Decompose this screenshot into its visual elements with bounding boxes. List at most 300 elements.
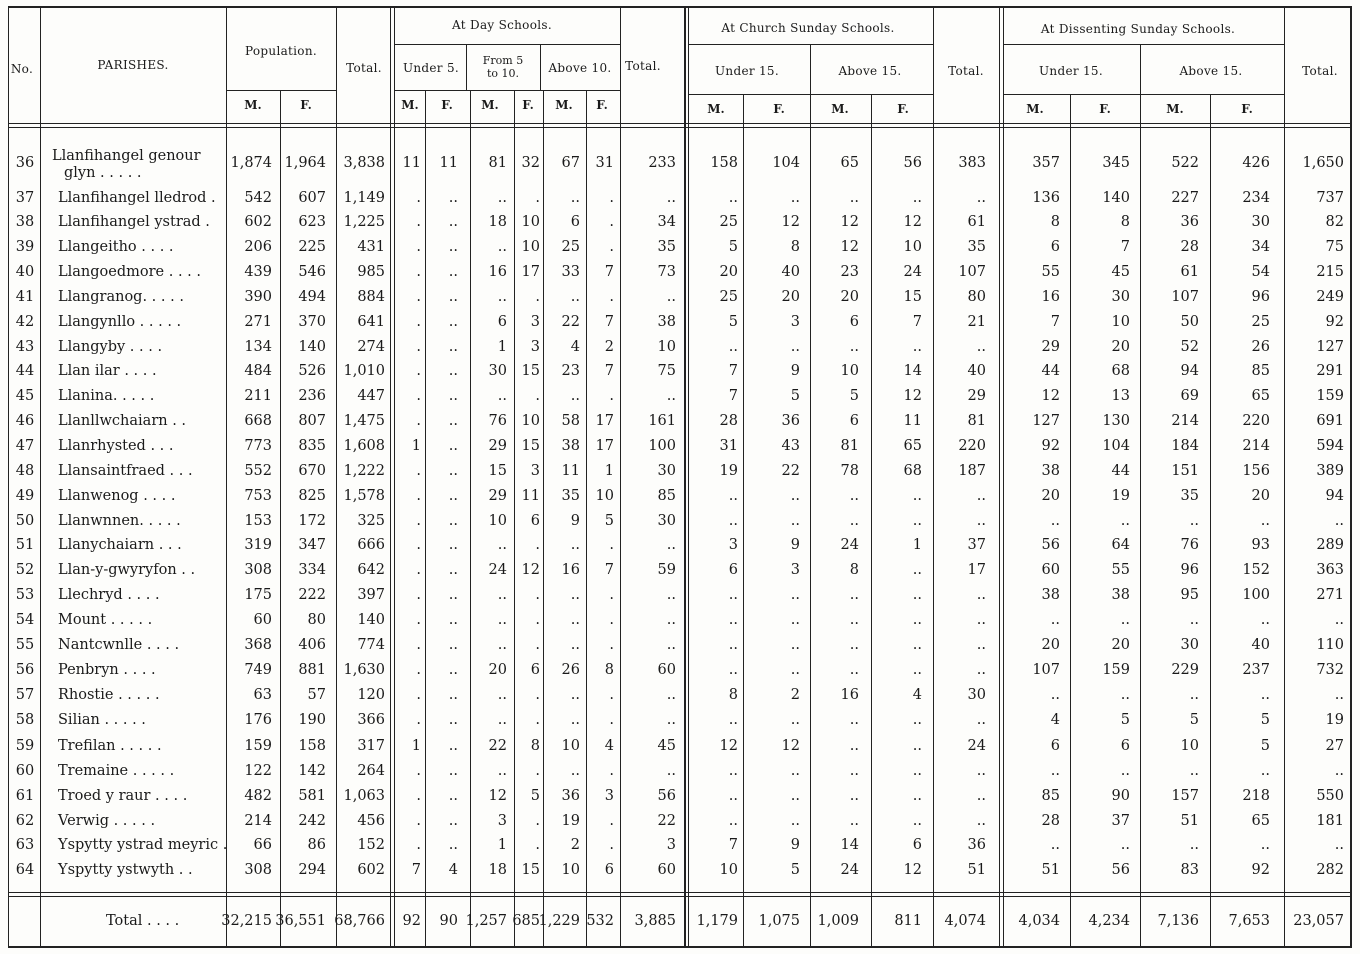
header-above-10: Above 10. (548, 61, 612, 75)
table-cell: . (416, 837, 421, 853)
table-cell: 190 (298, 712, 326, 728)
column-rule (684, 6, 686, 946)
table-cell: .. (448, 488, 458, 504)
column-rule (1284, 6, 1285, 946)
table-cell: .. (976, 190, 986, 206)
table-cell: .. (849, 662, 859, 678)
table-cell: 7 (604, 562, 614, 578)
table-cell: 159 (1316, 388, 1344, 404)
table-cell: .. (849, 488, 859, 504)
subheader-f: F. (441, 98, 453, 112)
table-cell: 19 (1325, 712, 1344, 728)
table-cell: .. (790, 488, 800, 504)
table-cell: 3 (790, 562, 800, 578)
row-number: 46 (15, 413, 35, 429)
table-cell: 172 (298, 513, 326, 529)
table-cell: 90 (1111, 788, 1130, 804)
row-number: 39 (15, 239, 35, 255)
table-cell: 12 (840, 214, 859, 230)
table-cell: 94 (1180, 363, 1199, 379)
table-cell: .. (497, 763, 507, 779)
total-cell: 532 (586, 913, 614, 929)
table-cell: .. (448, 788, 458, 804)
header-day-total: Total. (625, 59, 661, 73)
column-rule (620, 6, 621, 946)
parish-name: Llechryd . . . . (58, 587, 160, 603)
table-cell: 20 (781, 289, 800, 305)
total-cell: 1,009 (817, 913, 859, 929)
table-cell: 623 (298, 214, 326, 230)
table-cell: .. (448, 587, 458, 603)
table-cell: 737 (1316, 190, 1344, 206)
table-cell: 214 (1171, 413, 1199, 429)
table-cell: . (416, 190, 421, 206)
total-cell: 1,075 (758, 913, 800, 929)
table-cell: 1,608 (343, 438, 385, 454)
table-cell: . (416, 513, 421, 529)
parish-name: Llanwnnen. . . . . (58, 513, 181, 529)
table-cell: 753 (244, 488, 272, 504)
table-cell: . (609, 289, 614, 305)
table-cell: .. (448, 314, 458, 330)
table-cell: 38 (1041, 587, 1060, 603)
header-dissent-above-15: Above 15. (1179, 64, 1243, 78)
table-cell: 127 (1032, 413, 1060, 429)
table-cell: 63 (253, 687, 272, 703)
table-cell: 12 (781, 214, 800, 230)
table-cell: 120 (357, 687, 385, 703)
table-cell: . (416, 712, 421, 728)
table-cell: .. (728, 788, 738, 804)
parish-name: Llanrhysted . . . (58, 438, 174, 454)
table-cell: .. (790, 813, 800, 829)
row-number: 47 (15, 438, 35, 454)
table-cell: .. (1334, 513, 1344, 529)
table-cell: 28 (1180, 239, 1199, 255)
table-cell: 10 (657, 339, 676, 355)
table-cell: . (416, 339, 421, 355)
table-cell: 319 (244, 537, 272, 553)
table-cell: 6 (849, 314, 859, 330)
table-cell: 14 (840, 837, 859, 853)
subheader-m: M. (401, 98, 419, 112)
row-number: 55 (15, 637, 35, 653)
row-number: 59 (15, 738, 35, 754)
table-cell: 13 (1111, 388, 1130, 404)
column-rule (543, 90, 544, 946)
table-cell: .. (849, 738, 859, 754)
table-cell: 2 (790, 687, 800, 703)
parish-name: Llansaintfraed . . . (58, 463, 193, 479)
table-cell: 6 (849, 413, 859, 429)
table-cell: .. (448, 837, 458, 853)
table-cell: 1 (411, 738, 421, 754)
table-cell: 366 (357, 712, 385, 728)
row-number: 40 (15, 264, 35, 280)
parish-name: Llanfihangel lledrod . (58, 190, 216, 206)
table-cell: .. (666, 687, 676, 703)
total-cell: 4,074 (944, 913, 986, 929)
row-number: 53 (15, 587, 35, 603)
table-cell: 9 (790, 537, 800, 553)
table-cell: 15 (521, 862, 540, 878)
table-cell: 152 (357, 837, 385, 853)
column-rule (999, 6, 1000, 946)
row-number: 52 (15, 562, 35, 578)
table-cell: 1,222 (343, 463, 385, 479)
table-cell: .. (448, 463, 458, 479)
parish-name: Penbryn . . . . (58, 662, 156, 678)
table-cell: .. (728, 190, 738, 206)
table-cell: .. (1120, 763, 1130, 779)
table-cell: . (535, 637, 540, 653)
table-cell: . (416, 363, 421, 379)
table-cell: 8 (849, 562, 859, 578)
table-cell: 80 (307, 612, 326, 628)
table-cell: 211 (244, 388, 272, 404)
table-cell: 40 (967, 363, 986, 379)
table-cell: 222 (298, 587, 326, 603)
table-cell: . (535, 190, 540, 206)
table-cell: .. (448, 214, 458, 230)
total-cell: 23,057 (1293, 913, 1344, 929)
table-cell: 237 (1242, 662, 1270, 678)
table-cell: .. (1260, 763, 1270, 779)
total-cell: 811 (894, 913, 922, 929)
subheader-f: F. (897, 102, 909, 116)
table-cell: 214 (244, 813, 272, 829)
table-cell: .. (570, 289, 580, 305)
table-cell: 220 (958, 438, 986, 454)
table-cell: 54 (1251, 264, 1270, 280)
table-cell: 86 (307, 837, 326, 853)
table-cell: 34 (1251, 239, 1270, 255)
table-cell: 325 (357, 513, 385, 529)
parish-name: Tremaine . . . . . (58, 763, 175, 779)
table-cell: 104 (772, 155, 800, 171)
table-cell: .. (912, 339, 922, 355)
table-cell: 447 (357, 388, 385, 404)
subheader-m: M. (481, 98, 499, 112)
parish-name: Silian . . . . . (58, 712, 146, 728)
table-cell: 215 (1316, 264, 1344, 280)
table-cell: .. (728, 587, 738, 603)
table-cell: 29 (967, 388, 986, 404)
table-cell: .. (912, 738, 922, 754)
table-cell: 10 (561, 862, 580, 878)
table-cell: 60 (253, 612, 272, 628)
table-cell: .. (666, 763, 676, 779)
table-cell: 206 (244, 239, 272, 255)
header-from-5: From 5 (482, 54, 524, 67)
table-cell: 22 (657, 813, 676, 829)
table-cell: 406 (298, 637, 326, 653)
table-cell: 881 (298, 662, 326, 678)
column-rule (8, 6, 9, 948)
table-cell: . (416, 463, 421, 479)
header-population: Population. (245, 44, 317, 58)
table-cell: 552 (244, 463, 272, 479)
table-cell: .. (570, 763, 580, 779)
table-cell: . (416, 587, 421, 603)
table-cell: 50 (1180, 314, 1199, 330)
table-cell: .. (1260, 837, 1270, 853)
table-cell: .. (448, 637, 458, 653)
table-cell: 271 (1316, 587, 1344, 603)
row-rule (8, 946, 1352, 948)
table-cell: .. (849, 339, 859, 355)
table-cell: 3 (666, 837, 676, 853)
table-cell: 36 (1180, 214, 1199, 230)
table-cell: 21 (967, 314, 986, 330)
subheader-f: F. (300, 98, 312, 112)
table-cell: 10 (719, 862, 738, 878)
table-cell: 20 (1041, 637, 1060, 653)
table-cell: 3 (530, 314, 540, 330)
table-cell: 5 (1189, 712, 1199, 728)
table-cell: 96 (1180, 562, 1199, 578)
table-cell: 33 (561, 264, 580, 280)
row-number: 42 (15, 314, 35, 330)
table-cell: .. (728, 612, 738, 628)
table-cell: .. (912, 788, 922, 804)
table-cell: . (609, 537, 614, 553)
table-cell: 749 (244, 662, 272, 678)
table-cell: 3 (497, 813, 507, 829)
table-cell: 242 (298, 813, 326, 829)
table-cell: 38 (657, 314, 676, 330)
table-cell: 80 (967, 289, 986, 305)
parish-name: Trefilan . . . . . (58, 738, 162, 754)
row-rule (394, 44, 620, 45)
header-dissent-under-15: Under 15. (1039, 64, 1103, 78)
table-cell: .. (448, 813, 458, 829)
subheader-m: M. (555, 98, 573, 112)
table-cell: 1 (497, 339, 507, 355)
total-cell: 68,766 (334, 913, 385, 929)
table-cell: 134 (244, 339, 272, 355)
table-cell: 8 (790, 239, 800, 255)
table-cell: 3 (604, 788, 614, 804)
table-cell: . (416, 289, 421, 305)
table-cell: .. (666, 637, 676, 653)
table-cell: .. (1334, 763, 1344, 779)
table-cell: 11 (521, 488, 540, 504)
table-cell: .. (448, 513, 458, 529)
table-cell: . (535, 289, 540, 305)
table-cell: .. (1334, 687, 1344, 703)
table-cell: 11 (439, 155, 458, 171)
table-cell: .. (849, 788, 859, 804)
table-cell: 92 (1325, 314, 1344, 330)
table-cell: . (416, 388, 421, 404)
table-cell: .. (1050, 837, 1060, 853)
table-cell: 24 (840, 862, 859, 878)
table-cell: .. (570, 388, 580, 404)
table-cell: 494 (298, 289, 326, 305)
table-cell: 12 (840, 239, 859, 255)
table-cell: .. (1189, 837, 1199, 853)
table-cell: . (416, 687, 421, 703)
table-cell: 23 (840, 264, 859, 280)
table-cell: . (416, 662, 421, 678)
table-cell: 12 (903, 862, 922, 878)
table-cell: 92 (1041, 438, 1060, 454)
table-cell: 7 (604, 314, 614, 330)
table-cell: . (416, 314, 421, 330)
table-cell: 308 (244, 862, 272, 878)
table-cell: 602 (357, 862, 385, 878)
table-cell: .. (728, 339, 738, 355)
table-cell: 542 (244, 190, 272, 206)
table-cell: 30 (657, 513, 676, 529)
table-cell: 65 (1251, 388, 1270, 404)
table-cell: 484 (244, 363, 272, 379)
table-cell: 229 (1171, 662, 1199, 678)
table-cell: . (609, 214, 614, 230)
column-rule (586, 90, 587, 946)
table-cell: 65 (1251, 813, 1270, 829)
table-cell: 20 (488, 662, 507, 678)
table-cell: 107 (1032, 662, 1060, 678)
table-cell: 426 (1242, 155, 1270, 171)
table-cell: 5 (530, 788, 540, 804)
table-cell: 5 (790, 862, 800, 878)
table-cell: 666 (357, 537, 385, 553)
column-rule (226, 6, 227, 946)
table-cell: 158 (710, 155, 738, 171)
table-cell: .. (1120, 612, 1130, 628)
total-cell: 36,551 (275, 913, 326, 929)
table-cell: 526 (298, 363, 326, 379)
table-cell: 51 (967, 862, 986, 878)
table-cell: . (609, 190, 614, 206)
table-cell: .. (912, 190, 922, 206)
table-cell: 107 (958, 264, 986, 280)
table-cell: 35 (657, 239, 676, 255)
table-cell: .. (849, 513, 859, 529)
table-cell: .. (849, 813, 859, 829)
table-cell: 56 (657, 788, 676, 804)
table-cell: .. (976, 637, 986, 653)
row-number: 58 (15, 712, 35, 728)
table-cell: 94 (1325, 488, 1344, 504)
table-cell: 439 (244, 264, 272, 280)
table-cell: 389 (1316, 463, 1344, 479)
table-cell: 546 (298, 264, 326, 280)
table-cell: 29 (488, 488, 507, 504)
table-cell: .. (790, 612, 800, 628)
parish-name: Yspytty ystrad meyric . (58, 837, 228, 853)
table-cell: .. (448, 388, 458, 404)
table-cell: .. (448, 738, 458, 754)
table-cell: .. (1189, 687, 1199, 703)
table-cell: 51 (1041, 862, 1060, 878)
table-cell: .. (728, 662, 738, 678)
table-cell: 294 (298, 862, 326, 878)
table-cell: 35 (1180, 488, 1199, 504)
table-cell: 140 (357, 612, 385, 628)
table-cell: 38 (1041, 463, 1060, 479)
table-cell: 7 (1050, 314, 1060, 330)
table-cell: 15 (488, 463, 507, 479)
table-cell: . (416, 763, 421, 779)
row-number: 56 (15, 662, 35, 678)
table-cell: 22 (781, 463, 800, 479)
table-cell: .. (448, 413, 458, 429)
table-cell: 56 (1111, 862, 1130, 878)
table-cell: 345 (1102, 155, 1130, 171)
row-rule (1003, 94, 1284, 95)
table-cell: 8 (728, 687, 738, 703)
table-cell: 83 (1180, 862, 1199, 878)
table-cell: .. (912, 637, 922, 653)
table-cell: .. (1260, 513, 1270, 529)
table-cell: . (535, 712, 540, 728)
table-cell: 3 (728, 537, 738, 553)
table-cell: 18 (488, 214, 507, 230)
table-cell: 550 (1316, 788, 1344, 804)
table-cell: 7 (604, 363, 614, 379)
table-cell: .. (849, 612, 859, 628)
table-cell: 81 (488, 155, 507, 171)
table-cell: 30 (1180, 637, 1199, 653)
header-church-above-15: Above 15. (838, 64, 902, 78)
row-number: 62 (15, 813, 35, 829)
table-cell: . (416, 637, 421, 653)
table-cell: . (535, 587, 540, 603)
table-cell: .. (448, 763, 458, 779)
table-cell: 60 (657, 662, 676, 678)
table-cell: 31 (595, 155, 614, 171)
table-cell: 159 (1102, 662, 1130, 678)
row-number: 54 (15, 612, 35, 628)
table-cell: 10 (1111, 314, 1130, 330)
table-cell: 668 (244, 413, 272, 429)
table-cell: 158 (298, 738, 326, 754)
parish-name: Llangeitho . . . . (58, 239, 174, 255)
table-cell: . (609, 813, 614, 829)
table-cell: 161 (648, 413, 676, 429)
table-cell: 1 (497, 837, 507, 853)
table-cell: . (609, 687, 614, 703)
row-number: 41 (15, 289, 35, 305)
table-cell: 8 (1120, 214, 1130, 230)
table-cell: 38 (1111, 587, 1130, 603)
table-cell: .. (497, 637, 507, 653)
total-cell: 4,034 (1018, 913, 1060, 929)
table-cell: .. (849, 637, 859, 653)
table-cell: .. (976, 712, 986, 728)
header-dissent-total: Total. (1302, 64, 1338, 78)
table-cell: 127 (1316, 339, 1344, 355)
table-cell: 30 (1251, 214, 1270, 230)
table-cell: 24 (903, 264, 922, 280)
table-cell: .. (912, 513, 922, 529)
table-cell: 985 (357, 264, 385, 280)
row-number: 61 (15, 788, 35, 804)
table-cell: 691 (1316, 413, 1344, 429)
table-cell: 107 (1171, 289, 1199, 305)
subheader-f: F. (1099, 102, 1111, 116)
table-cell: .. (666, 190, 676, 206)
table-cell: 6 (1050, 239, 1060, 255)
table-cell: .. (976, 813, 986, 829)
table-cell: 25 (719, 214, 738, 230)
table-cell: 16 (561, 562, 580, 578)
table-cell: .. (448, 190, 458, 206)
table-cell: 3 (790, 314, 800, 330)
